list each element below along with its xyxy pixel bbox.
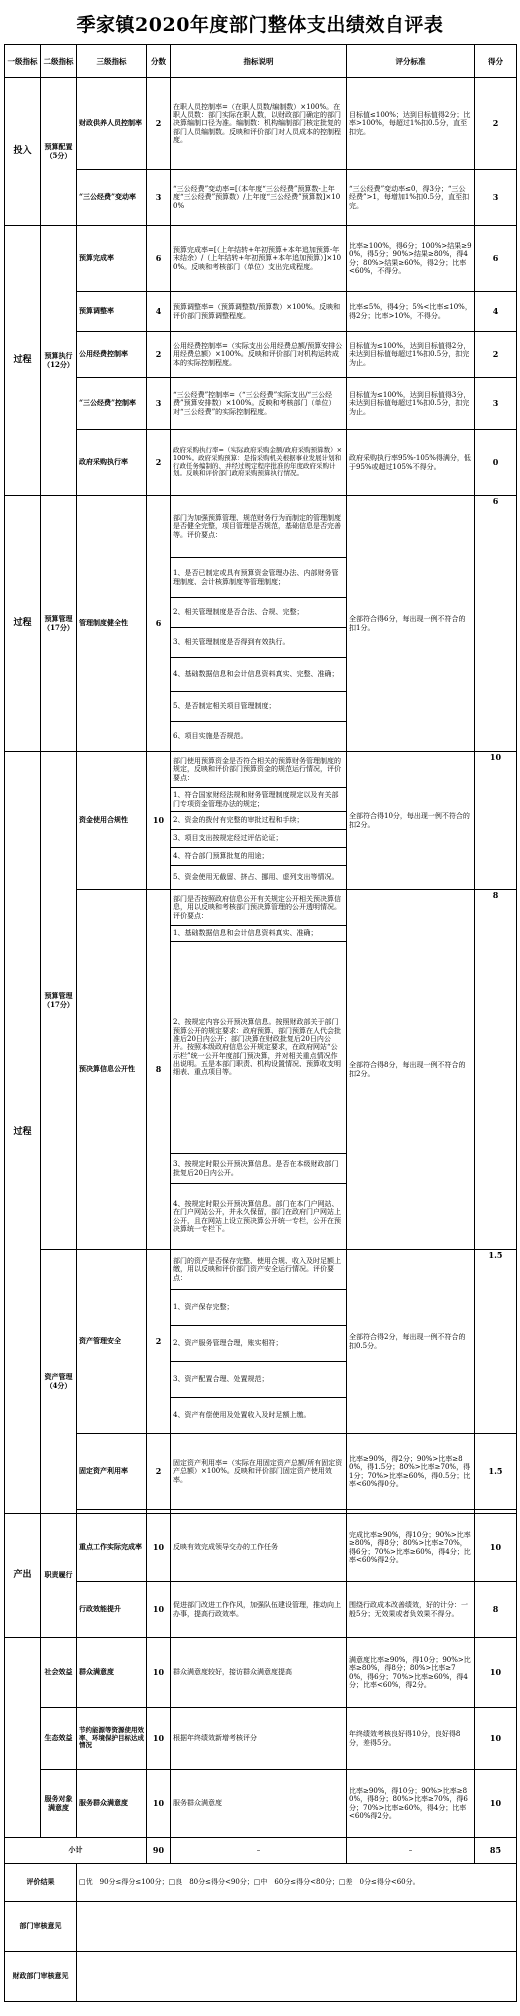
indicator-point: 2、按规定内容公开预决算信息。按照财政部关于部门预算公开的规定要求：政府预算、部门预算在人代会批准后20日内公开；部门决算在财政批复后20日内公开。按照本级政府信息公开规定要求，在政府网站“公示栏”统一公开年度部门预决算，并对相关重点情况作出说明。五是本部门职责、机构设置情况、预算收支明细表、重点项目等。 <box>171 942 347 1154</box>
evaluation-table <box>4 44 517 2002</box>
section-process-exec: 预算执行（12分） <box>41 226 77 496</box>
indicator-points: 10 <box>147 1514 171 1582</box>
indicator-point: 3、项目支出按规定经过评估论证； <box>171 830 347 848</box>
indicator-score: 4 <box>475 292 517 332</box>
indicator-description: 促进部门改进工作作风，加强队伍建设管理，推动向上办事，提高行政效率。 <box>171 1582 347 1638</box>
indicator-standard: “三公经费”变动率≤0，得3分；“三公经费”>1，每增加1%扣0.5分，直至扣完。 <box>347 170 475 226</box>
indicator-name: 行政效能提升 <box>77 1582 147 1638</box>
section-process: 过程 <box>5 226 41 496</box>
section-social: 社会效益 <box>41 1638 77 1708</box>
indicator-points: 2 <box>147 1434 171 1510</box>
indicator-name: 服务群众满意度 <box>77 1770 147 1838</box>
result-options: □优 90分≤得分≤100分；□良 80分≤得分<90分；□中 60分≤得分<80分；□差 0分≤得分<60分。 <box>77 1864 517 1902</box>
indicator-point: 4、按规定时限公开预决算信息。部门在本门户网站、在门户网站公开，并永久保留，部门在政府门户网站上公开，且在网站上设立预决算公开统一专栏，公开在预决算统一专栏下。 <box>171 1184 347 1250</box>
result-label: 评价结果 <box>5 1864 77 1902</box>
indicator-standard: 全部符合得8分，每出现一例不符合的扣2分。 <box>347 890 475 1250</box>
department-opinion-label: 部门审核意见 <box>5 1902 77 1952</box>
section-process: 过程 <box>5 496 41 752</box>
indicator-score: 3 <box>475 378 517 430</box>
indicator-points: 2 <box>147 430 171 496</box>
indicator-name: 重点工作实际完成率 <box>77 1514 147 1582</box>
indicator-points: 10 <box>147 752 171 890</box>
indicator-description: 部门的资产是否保存完整、使用合规、收入及时足额上缴，用以反映和评价部门资产安全运行情况。评价要点： <box>171 1250 347 1290</box>
indicator-standard: 全部符合得6分，每出现一例不符合的扣1分。 <box>347 496 475 752</box>
finance-opinion-label: 财政部门审核意见 <box>5 1952 77 2002</box>
indicator-standard: 满意度比率≥90%，得10分；90%>比率≥80%，得8分；80%>比率≥70%，得6分；70%>比率≥60%，得4分；比率<60%，得2分。 <box>347 1638 475 1708</box>
indicator-name: “三公经费”控制率 <box>77 378 147 430</box>
indicator-point: 5、是否制定相关项目管理制度； <box>171 692 347 722</box>
indicator-score: 8 <box>475 890 517 1250</box>
section-output: 产出 <box>5 1514 41 1638</box>
indicator-score: 0 <box>475 430 517 496</box>
indicator-score: 1.5 <box>475 1434 517 1510</box>
indicator-name: 固定资产利用率 <box>77 1434 147 1510</box>
table-row <box>5 1708 517 1770</box>
header-score: 得分 <box>475 45 517 78</box>
indicator-point: 3、相关管理制度是否得到有效执行。 <box>171 628 347 658</box>
table-row <box>5 430 517 496</box>
indicator-standard: 年终绩效考核良好得10分，良好得8分，差得5分。 <box>347 1708 475 1770</box>
indicator-description: 预算完成率=[（上年结转+年初预算+本年追加预算-年末结余）/（上年结转+年初预算+本年追加预算）]×100%。反映和考核部门（单位）支出完成程度。 <box>171 226 347 292</box>
indicator-points: 10 <box>147 1638 171 1708</box>
indicator-point: 3、按规定时限公开预决算信息。是否在本级财政部门批复后20日内公开。 <box>171 1154 347 1184</box>
indicator-score: 10 <box>475 1708 517 1770</box>
table-row <box>5 1434 517 1510</box>
section-process: 过程 <box>5 752 41 1514</box>
indicator-points: 4 <box>147 292 171 332</box>
section-process-mgmt: 预算管理（17分） <box>41 752 77 1250</box>
subtotal-score: 85 <box>475 1838 517 1864</box>
table-row <box>5 226 517 292</box>
subtotal-row <box>5 1838 517 1864</box>
indicator-point: 6、项目实施是否规范。 <box>171 722 347 752</box>
indicator-points: 10 <box>147 1770 171 1838</box>
indicator-name: 管理制度健全性 <box>77 496 147 752</box>
indicator-description: 部门使用预算资金是否符合相关的预算财务管理制度的规定，反映和评价部门预算资金的规范运行情况，评价要点： <box>171 752 347 788</box>
indicator-points: 8 <box>147 890 171 1250</box>
section-output-duty: 职责履行 <box>41 1514 77 1638</box>
indicator-standard: 政府采购执行率95%-105%得满分，低于95%或超过105%不得分。 <box>347 430 475 496</box>
indicator-name: 预决算信息公开性 <box>77 890 147 1250</box>
table-row <box>5 1250 517 1290</box>
indicator-name: 节约能源等资源使用效率、环境保护目标达成情况 <box>77 1708 147 1770</box>
indicator-points: 3 <box>147 378 171 430</box>
indicator-point: 1、基础数据信息和会计信息资料真实、准确； <box>171 926 347 942</box>
indicator-points: 2 <box>147 1250 171 1434</box>
indicator-name: 资产管理安全 <box>77 1250 147 1434</box>
table-row <box>5 378 517 430</box>
table-row <box>5 1638 517 1708</box>
table-header-row <box>5 45 517 78</box>
indicator-point: 4、资产有偿使用及处置收入及时足额上缴。 <box>171 1398 347 1434</box>
indicator-points: 6 <box>147 226 171 292</box>
indicator-point: 5、资金使用无截留、挤占、挪用、虚列支出等情况。 <box>171 866 347 890</box>
header-level2: 二级指标 <box>41 45 77 78</box>
indicator-point: 4、基础数据信息和会计信息资料真实、完整、准确； <box>171 658 347 692</box>
indicator-score: 10 <box>475 1770 517 1838</box>
indicator-standard: 围绕行政成本改善绩效，好的计分：一般5分；无效果或者负效果不得分。 <box>347 1582 475 1638</box>
table-row <box>5 332 517 378</box>
indicator-point: 1、资产保存完整； <box>171 1290 347 1326</box>
indicator-points: 2 <box>147 78 171 170</box>
indicator-point: 3、资产配置合理、处置规范； <box>171 1362 347 1398</box>
subtotal-points: 90 <box>147 1838 171 1864</box>
indicator-name: 资金使用合规性 <box>77 752 147 890</box>
indicator-standard: 比率≥90%，得10分；90%>比率≥80%，得8分；80%>比率≥70%，得6分；70%>比率≥60%，得4分；比率<60%得2分。 <box>347 1770 475 1838</box>
indicator-description: 固定资产利用率=（实际在用固定资产总额/所有固定资产总额）×100%。反映和评价部门固定资产使用效率。 <box>171 1434 347 1510</box>
indicator-name: 预算调整率 <box>77 292 147 332</box>
table-row <box>5 1770 517 1838</box>
indicator-score: 6 <box>475 226 517 292</box>
indicator-point: 4、符合部门预算批复的用途； <box>171 848 347 866</box>
indicator-name: 政府采购执行率 <box>77 430 147 496</box>
indicator-name: 预算完成率 <box>77 226 147 292</box>
table-row <box>5 170 517 226</box>
indicator-description: 部门是否按照政府信息公开有关规定公开相关预决算信息，用以反映和考核部门预决算管理的公开透明情况。评价要点： <box>171 890 347 926</box>
indicator-point: 2、相关管理制度是否合法、合规、完整； <box>171 598 347 628</box>
table-row <box>5 496 517 558</box>
indicator-description: 预算调整率=（预算调整数/预算数）×100%。反映和评价部门预算调整程度。 <box>171 292 347 332</box>
indicator-standard: 比率≥100%，得6分；100%>结果≥90%，得5分；90%>结果≥80%，得4分；80%>结果≥60%，得2分；比率<60%，不得分。 <box>347 226 475 292</box>
finance-opinion-row <box>5 1952 517 2002</box>
indicator-score: 6 <box>475 496 517 752</box>
indicator-score: 10 <box>475 1638 517 1708</box>
indicator-point: 2、资产服务管理合理，账实相符； <box>171 1326 347 1362</box>
indicator-score: 10 <box>475 752 517 890</box>
indicator-point: 1、符合国家财经法规和财务管理制度规定以及有关部门专项资金管理办法的规定； <box>171 788 347 812</box>
indicator-score: 10 <box>475 1514 517 1582</box>
indicator-points: 3 <box>147 170 171 226</box>
section-process-asset: 资产管理（4分） <box>41 1250 77 1514</box>
indicator-description: 在职人员控制率=（在职人员数/编制数）×100%。在职人员数：部门实际在职人数，以财政部门确定的部门决算编制口径为准。编制数：机构编制部门核定批复的部门人员编制数。反映和评价部门对人员成本的控制程度。 <box>171 78 347 170</box>
indicator-standard: 比率≤5%，得4分；5%<比率≤10%，得2分；比率>10%，不得分。 <box>347 292 475 332</box>
indicator-description: 服务群众满意度 <box>171 1770 347 1838</box>
section-eco: 生态效益 <box>41 1708 77 1770</box>
indicator-name: 财政供养人员控制率 <box>77 78 147 170</box>
indicator-point: 2、资金的拨付有完整的审批过程和手续； <box>171 812 347 830</box>
indicator-standard: 比率≥90%，得2分；90%>比率≥80%，得1.5分；80%>比率≥70%，得1分；70%>比率≥60%，得0.5分；比率<60%得0分。 <box>347 1434 475 1510</box>
section-input: 投入 <box>5 78 41 226</box>
table-row <box>5 1514 517 1582</box>
section-service: 服务对象满意度 <box>41 1770 77 1838</box>
indicator-standard: 完成比率≥90%，得10分；90%>比率≥80%，得8分；80%>比率≥70%，得6分；70%>比率≥60%，得4分；比率<60%得2分。 <box>347 1514 475 1582</box>
indicator-points: 6 <box>147 496 171 752</box>
result-row <box>5 1864 517 1902</box>
subtotal-standard: – <box>347 1838 475 1864</box>
indicator-standard: 全部符合得2分，每出现一例不符合的扣0.5分。 <box>347 1250 475 1434</box>
indicator-description: 根据年终绩效新增考核评分 <box>171 1708 347 1770</box>
table-row <box>5 1582 517 1638</box>
indicator-description: 部门为加强预算管理、规范财务行为而制定的管理制度是否健全完整，项目管理是否规范，基础信息是否完善等。评价要点： <box>171 496 347 558</box>
table-row <box>5 752 517 788</box>
indicator-score: 2 <box>475 78 517 170</box>
indicator-score: 8 <box>475 1582 517 1638</box>
indicator-description: 公用经费控制率=（实际支出公用经费总额/预算安排公用经费总额）×100%。反映和评价部门对机构运转成本的实际控制程度。 <box>171 332 347 378</box>
indicator-standard: 全部符合得10分，每出现一例不符合的扣2分。 <box>347 752 475 890</box>
indicator-standard: 目标值≤100%；达到目标值得2分；比率>100%，每超过1%扣0.5分，直至扣完。 <box>347 78 475 170</box>
indicator-description: 政府采购执行率=（实际政府采购金额/政府采购预算数）×100%。政府采购预算：是指采购机关根据事业发展计划和行政任务编制的、并经过规定程序批准的年度政府采购计划。反映和评价部门政府采购预算执行情况。 <box>171 430 347 496</box>
table-row <box>5 292 517 332</box>
indicator-name: “三公经费”变动率 <box>77 170 147 226</box>
indicator-name: 公用经费控制率 <box>77 332 147 378</box>
indicator-description: “三公经费”控制率=（“三公经费”实际支出/“三公经费”预算安排数）×100%。反映和考核部门（单位）对“三公经费”的实际控制程度。 <box>171 378 347 430</box>
subtotal-description: – <box>171 1838 347 1864</box>
indicator-description: 群众满意度较好，接访群众满意度提高 <box>171 1638 347 1708</box>
indicator-description: “三公经费”变动率=[（本年度“三公经费”预算数-上年度“三公经费”预算数）/上年度“三公经费”预算数]×100% <box>171 170 347 226</box>
indicator-description: 反映有效完成领导交办的工作任务 <box>171 1514 347 1582</box>
indicator-point: 1、是否已制定或具有预算资金管理办法、内部财务管理制度、会计核算制度等管理制度； <box>171 558 347 598</box>
finance-opinion-field[interactable] <box>77 1952 517 2002</box>
indicator-score: 2 <box>475 332 517 378</box>
section-process-mgmt: 预算管理（17分） <box>41 496 77 752</box>
indicator-standard: 目标值为≤100%，达到目标值得3分，未达到目标值每超过1%扣0.5分，扣完为止。 <box>347 378 475 430</box>
indicator-points: 10 <box>147 1582 171 1638</box>
table-row <box>5 78 517 170</box>
indicator-points: 10 <box>147 1708 171 1770</box>
header-points: 分数 <box>147 45 171 78</box>
header-level1: 一级指标 <box>5 45 41 78</box>
indicator-score: 1.5 <box>475 1250 517 1434</box>
indicator-name: 群众满意度 <box>77 1638 147 1708</box>
indicator-score: 3 <box>475 170 517 226</box>
department-opinion-row <box>5 1902 517 1952</box>
indicator-standard: 目标值为≤100%，达到目标值得2分，未达到目标值每超过1%扣0.5分，扣完为止。 <box>347 332 475 378</box>
section-input-budget: 预算配置（5分） <box>41 78 77 226</box>
header-description: 指标说明 <box>171 45 347 78</box>
header-standard: 评分标准 <box>347 45 475 78</box>
page-title: 季家镇2020年度部门整体支出绩效自评表 <box>76 14 444 36</box>
department-opinion-field[interactable] <box>77 1902 517 1952</box>
subtotal-label: 小计 <box>5 1838 147 1864</box>
indicator-points: 2 <box>147 332 171 378</box>
header-level3: 三级指标 <box>77 45 147 78</box>
table-row <box>5 890 517 926</box>
